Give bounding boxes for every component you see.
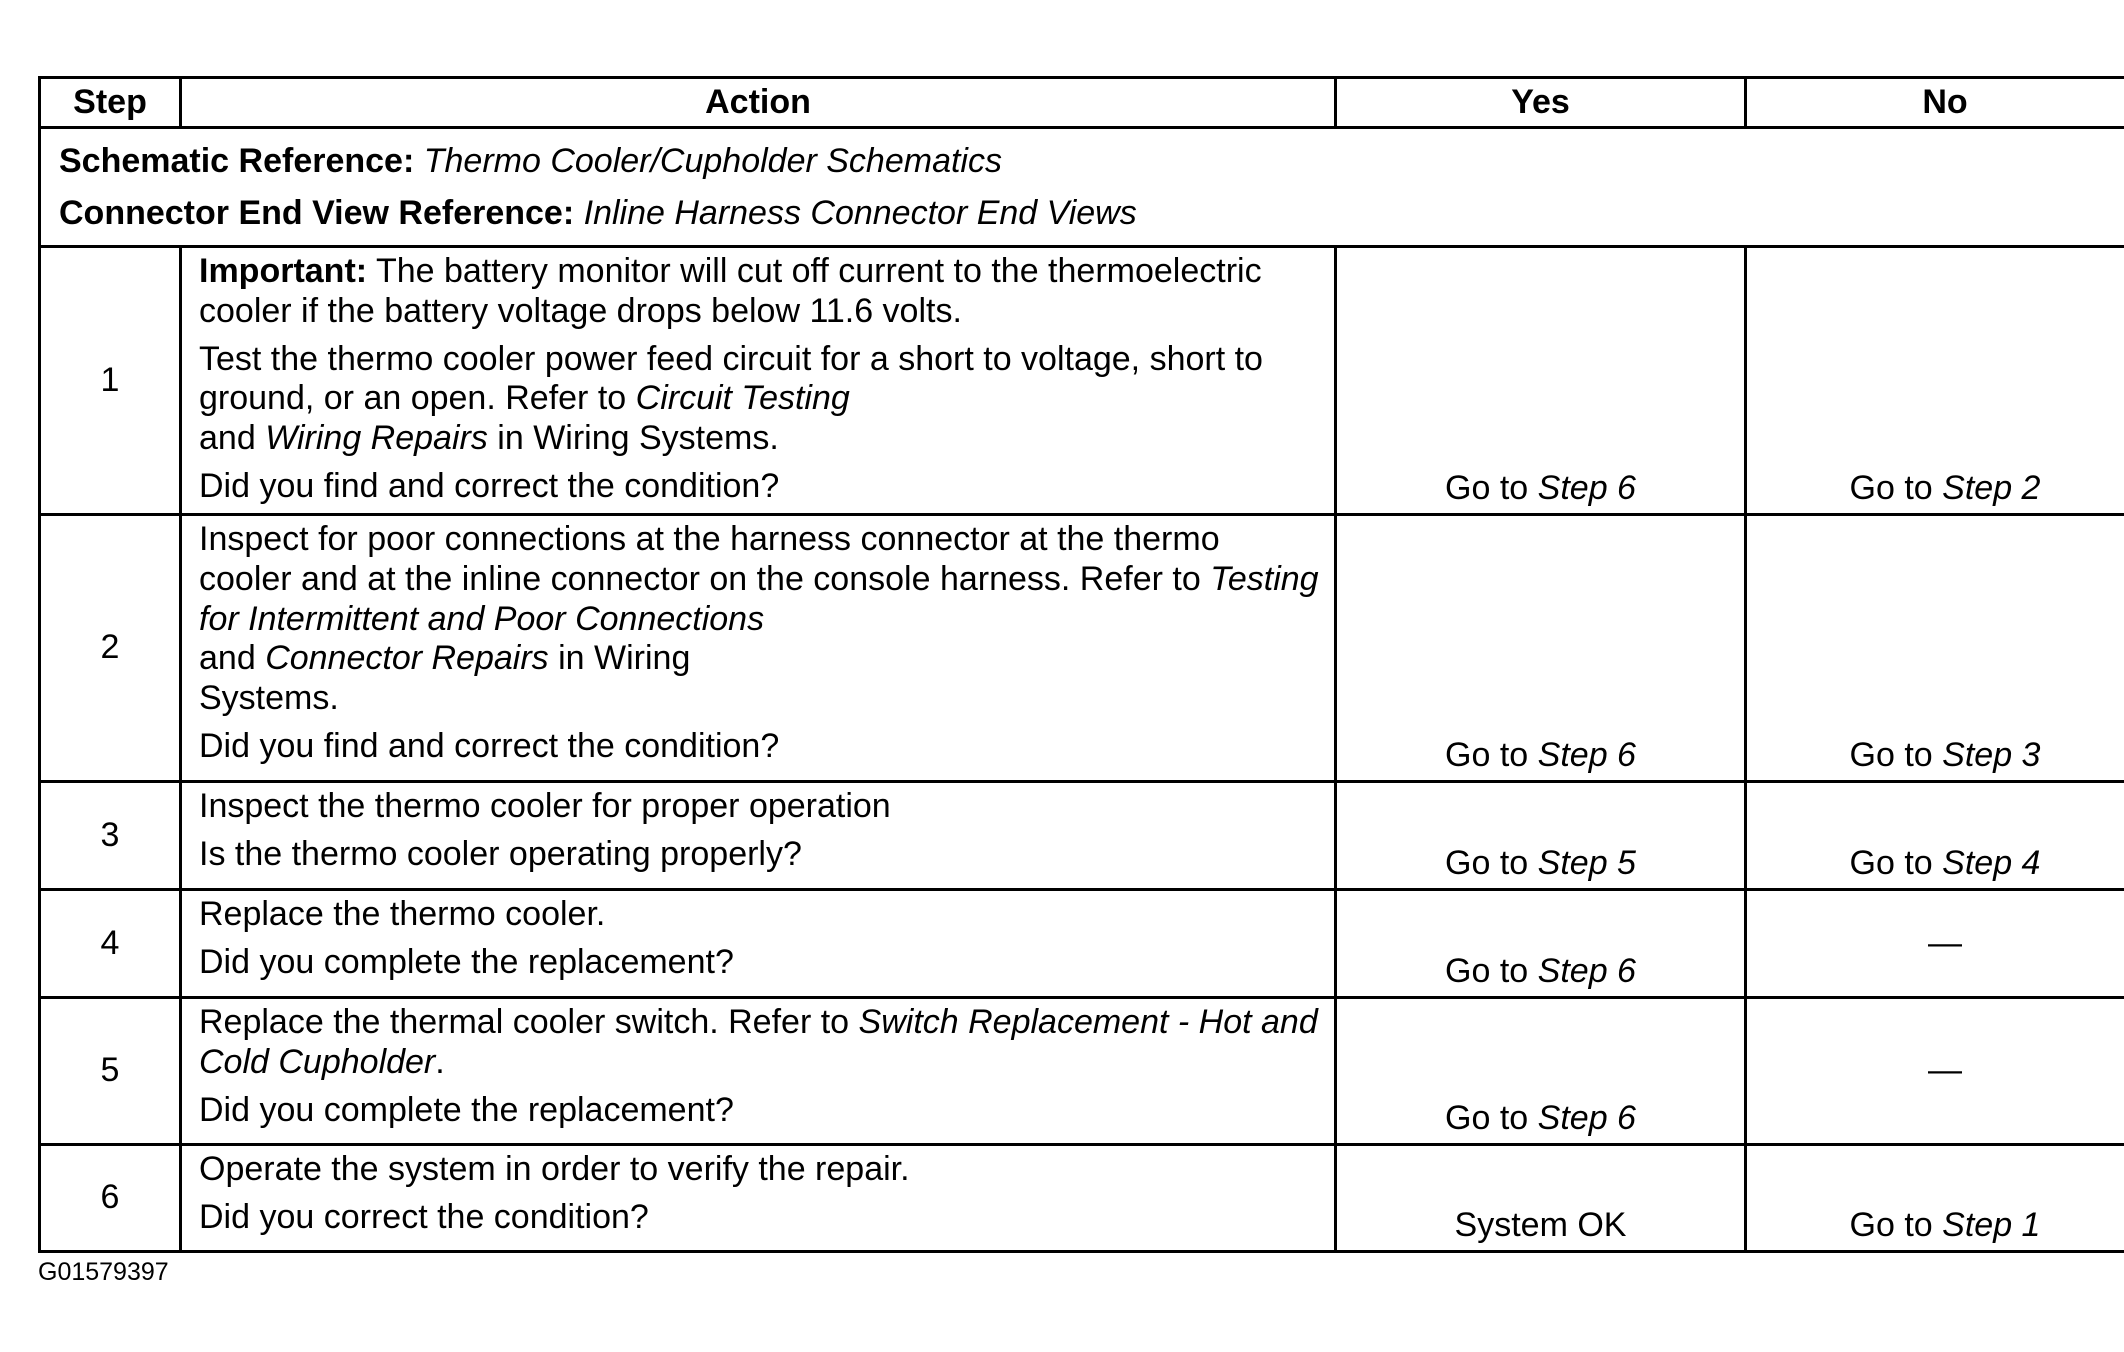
reference-link[interactable]: Switch Replacement - Hot and Cold Cupholder <box>199 1003 1318 1081</box>
yes-cell <box>1336 782 1746 890</box>
action-question: Did you correct the condition? <box>199 1197 649 1236</box>
schematic-reference-link[interactable]: Thermo Cooler/Cupholder Schematics <box>423 142 1002 180</box>
yes-cell <box>1336 890 1746 998</box>
table-row <box>40 247 2124 515</box>
reference-link[interactable]: Circuit Testing <box>635 379 850 418</box>
no-result <box>1747 1206 2124 1246</box>
action-text: Replace the thermo cooler. <box>199 895 606 933</box>
connector-reference-link[interactable]: Inline Harness Connector End Views <box>583 194 1137 232</box>
action-text-part: . <box>435 1042 445 1081</box>
header-action: Action <box>181 78 1336 128</box>
step-number: 3 <box>40 782 181 890</box>
yes-prefix: Go to <box>1445 736 1529 775</box>
no-prefix: Go to <box>1849 1206 1933 1245</box>
no-cell <box>1746 782 2124 890</box>
no-cell <box>1746 998 2124 1145</box>
yes-prefix: Go to <box>1445 952 1529 991</box>
no-prefix: Go to <box>1849 469 1933 508</box>
reference-link[interactable]: Connector Repairs <box>265 639 549 678</box>
action-cell <box>181 998 1336 1145</box>
yes-prefix: Go to <box>1445 1099 1529 1138</box>
header-step: Step <box>40 78 181 128</box>
yes-prefix: Go to <box>1445 844 1529 883</box>
no-result-dash: — <box>1928 1051 1962 1090</box>
step-number: 6 <box>40 1145 181 1252</box>
yes-result <box>1337 844 1744 884</box>
yes-step-link[interactable]: Step 6 <box>1537 1099 1636 1138</box>
no-prefix: Go to <box>1849 736 1933 775</box>
action-cell <box>181 782 1336 890</box>
yes-cell <box>1336 515 1746 782</box>
action-cell <box>181 1145 1336 1252</box>
table-row <box>40 998 2124 1145</box>
action-cell <box>181 890 1336 998</box>
reference-link[interactable]: Wiring Repairs <box>265 419 488 458</box>
yes-step-link[interactable]: Step 5 <box>1537 844 1636 883</box>
action-question: Is the thermo cooler operating properly? <box>199 834 802 873</box>
action-text-part: Replace the thermal cooler switch. Refer to <box>199 1003 850 1041</box>
yes-result <box>1337 736 1744 776</box>
reference-cell <box>40 128 2124 247</box>
action-text: Operate the system in order to verify the repair. <box>199 1150 910 1188</box>
no-prefix: Go to <box>1849 844 1933 883</box>
no-step-link[interactable]: Step 1 <box>1942 1206 2041 1245</box>
important-label: Important: <box>199 252 368 290</box>
action-question: Did you complete the replacement? <box>199 942 734 981</box>
action-question: Did you find and correct the condition? <box>199 726 780 765</box>
no-result <box>1747 844 2124 884</box>
important-text: The battery monitor will cut off current to the thermoelectric cooler if the battery voltage drops below 11.6 volts. <box>199 252 1262 330</box>
reference-row <box>40 128 2124 247</box>
action-question: Did you find and correct the condition? <box>199 466 780 505</box>
action-text: Inspect the thermo cooler for proper operation <box>199 787 891 825</box>
action-cell <box>181 515 1336 782</box>
schematic-reference-label: Schematic Reference: <box>59 142 415 180</box>
header-row <box>40 78 2124 128</box>
table-row <box>40 515 2124 782</box>
no-cell <box>1746 890 2124 998</box>
action-text <box>199 520 1320 719</box>
no-result-dash: — <box>1928 923 1962 962</box>
yes-cell <box>1336 247 1746 515</box>
connector-reference <box>59 187 2124 239</box>
no-cell <box>1746 1145 2124 1252</box>
no-cell <box>1746 515 2124 782</box>
no-step-link[interactable]: Step 2 <box>1942 469 2041 508</box>
yes-result <box>1337 469 1744 509</box>
header-yes: Yes <box>1336 78 1746 128</box>
header-no: No <box>1746 78 2124 128</box>
step-number: 1 <box>40 247 181 515</box>
no-step-link[interactable]: Step 3 <box>1942 736 2041 775</box>
yes-result <box>1337 1099 1744 1139</box>
step-number: 5 <box>40 998 181 1145</box>
no-step-link[interactable]: Step 4 <box>1942 844 2041 883</box>
table-row <box>40 782 2124 890</box>
action-text-part: Inspect for poor connections at the harness connector at the thermo cooler and at the inline connector on the console harness. Refer to <box>199 520 1220 598</box>
yes-cell <box>1336 1145 1746 1252</box>
table-row <box>40 1145 2124 1252</box>
yes-result <box>1337 952 1744 992</box>
schematic-reference <box>59 135 2124 187</box>
connector-reference-label: Connector End View Reference: <box>59 194 575 232</box>
important-note <box>199 252 1320 332</box>
action-text-part: in Wiring Systems. <box>497 419 779 458</box>
action-text-part: Systems. <box>199 679 339 718</box>
action-text <box>199 1003 1320 1083</box>
action-text-part: Test the thermo cooler power feed circuit for a short to voltage, short to ground, or an open. Refer to <box>199 339 1263 418</box>
action-question: Did you complete the replacement? <box>199 1090 734 1129</box>
no-result <box>1747 736 2124 776</box>
action-text-part: and <box>199 419 256 458</box>
yes-result: System OK <box>1454 1206 1627 1245</box>
yes-step-link[interactable]: Step 6 <box>1537 736 1636 775</box>
action-cell <box>181 247 1336 515</box>
step-number: 4 <box>40 890 181 998</box>
figure-id: G01579397 <box>38 1258 169 1286</box>
yes-prefix: Go to <box>1445 469 1529 508</box>
step-number: 2 <box>40 515 181 782</box>
yes-step-link[interactable]: Step 6 <box>1537 469 1636 508</box>
action-text-part: and <box>199 639 256 678</box>
yes-step-link[interactable]: Step 6 <box>1537 952 1636 991</box>
yes-cell <box>1336 998 1746 1145</box>
no-cell <box>1746 247 2124 515</box>
reference-link[interactable]: Testing for Intermittent and Poor Connections <box>199 559 1319 638</box>
table-row <box>40 890 2124 998</box>
action-text-part: in Wiring <box>558 639 691 678</box>
diagnostic-table <box>38 76 2124 1253</box>
action-text <box>199 340 1320 459</box>
no-result <box>1747 469 2124 509</box>
